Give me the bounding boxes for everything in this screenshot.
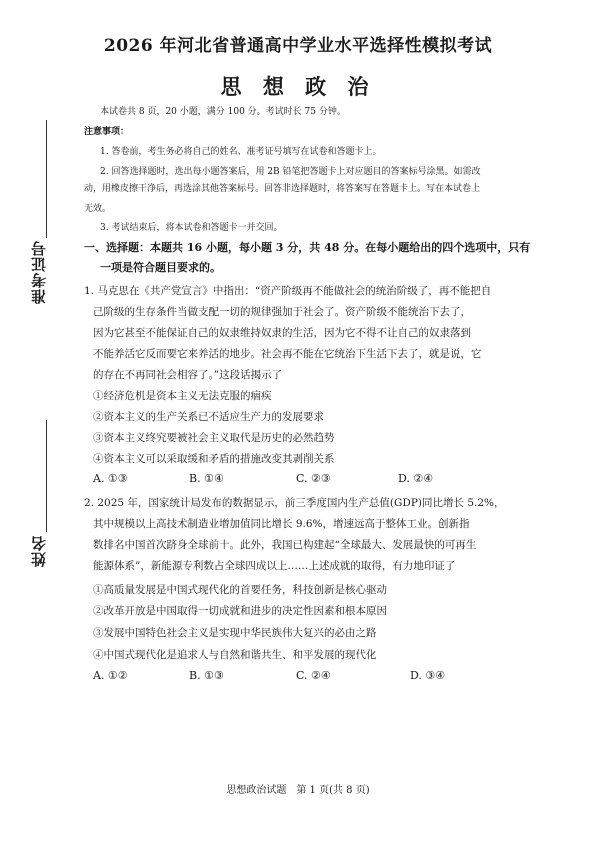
q2-option-a[interactable]: A. ①② <box>93 669 128 682</box>
exam-title: 2026 年河北省普通高中学业水平选择性模拟考试 <box>103 36 493 56</box>
q1-options <box>0 472 596 488</box>
q1-option-d[interactable]: D. ②④ <box>398 472 434 485</box>
q2-option-c[interactable]: C. ②④ <box>296 669 331 682</box>
q1-stem-line: 1. 马克思在《共产党宣言》中指出：“资产阶级再不能做社会的统治阶级了，再不能把自 <box>84 285 492 297</box>
notes-heading: 注意事项： <box>84 127 130 137</box>
q2-stem-line: 2. 2025 年，国家统计局发布的数据显示，前三季度国内生产总值(GDP)同比增长 5.2%， <box>84 497 505 509</box>
q2-option-b[interactable]: B. ①③ <box>189 669 224 682</box>
q1-option-a[interactable]: A. ①③ <box>93 472 128 485</box>
q1-option-c[interactable]: C. ②③ <box>296 472 331 485</box>
q2-stem-line: 其中规模以上高技术制造业增加值同比增长 9.6%，增速远高于整体工业。创新指 <box>93 518 470 530</box>
exam-id-write-line <box>46 120 47 238</box>
q2-stem-line: 数排名中国首次跻身全球前十。此外，我国已构建起“全球最大、发展最快的可再生 <box>93 539 477 551</box>
q1-item: ②资本主义的生产关系已不适应生产力的发展要求 <box>93 411 324 423</box>
q2-option-d[interactable]: D. ③④ <box>410 669 446 682</box>
section-heading-cont: 一项是符合题目要求的。 <box>100 261 221 274</box>
q2-item: ①高质量发展是中国式现代化的首要任务，科技创新是核心驱动 <box>93 584 387 596</box>
q1-option-b[interactable]: B. ①④ <box>189 472 224 485</box>
q2-item: ④中国式现代化是追求人与自然和谐共生、和平发展的现代化 <box>93 649 377 661</box>
exam-id-label: 准考证号 <box>30 240 48 304</box>
q1-item: ③资本主义终究要被社会主义取代是历史的必然趋势 <box>93 432 335 444</box>
q1-stem-line: 因为它甚至不能保证自己的奴隶维持奴隶的生活，因为它不得不让自己的奴隶落到 <box>93 327 471 339</box>
note-line: 2. 回答选择题时，选出每小题答案后，用 2B 铅笔把答题卡上对应题目的答案标号涂黑。如需改 <box>100 167 481 177</box>
q2-item: ③发展中国特色社会主义是实现中华民族伟大复兴的必由之路 <box>93 627 377 639</box>
q1-stem-line: 的存在不再同社会相容了。”这段话揭示了 <box>93 369 283 381</box>
note-line: 1. 答卷前，考生务必将自己的姓名、准考证号填写在试卷和答题卡上。 <box>100 147 382 157</box>
q1-stem-line: 不能养活它反而要它来养活的地步。社会再不能在它统治下生活下去了，就是说，它 <box>93 348 482 360</box>
q2-stem-line: 能源体系”，新能源专利数占全球四成以上……上述成就的取得，有力地印证了 <box>93 560 456 572</box>
q2-item: ②改革开放是中国取得一切成就和进步的决定性因素和根本原因 <box>93 605 387 617</box>
note-line: 动，用橡皮擦干净后，再选涂其他答案标号。回答非选择题时，将答案写在答题卡上。写在本试卷上 <box>84 184 481 194</box>
note-line: 3. 考试结束后，将本试卷和答题卡一并交回。 <box>100 223 283 233</box>
q1-stem-line: 己阶级的生存条件当做支配一切的规律强加于社会了。资产阶级不能统治下去了， <box>93 306 471 318</box>
name-label: 姓名 <box>30 535 48 567</box>
exam-info: 本试卷共 8 页，20 小题，满分 100 分。考试时长 75 分钟。 <box>100 107 346 117</box>
note-line: 无效。 <box>84 204 112 214</box>
subject-title: 思 想 政 治 <box>220 74 376 99</box>
page-footer: 思想政治试题 第 1 页(共 8 页) <box>226 785 370 796</box>
q1-item: ①经济危机是资本主义无法克服的痼疾 <box>93 390 272 402</box>
q2-options <box>0 669 596 685</box>
q1-item: ④资本主义可以采取缓和矛盾的措施改变其剥削关系 <box>93 453 335 465</box>
section-heading: 一、选择题：本题共 16 小题，每小题 3 分，共 48 分。在每小题给出的四个选项中，只有 <box>84 241 531 254</box>
